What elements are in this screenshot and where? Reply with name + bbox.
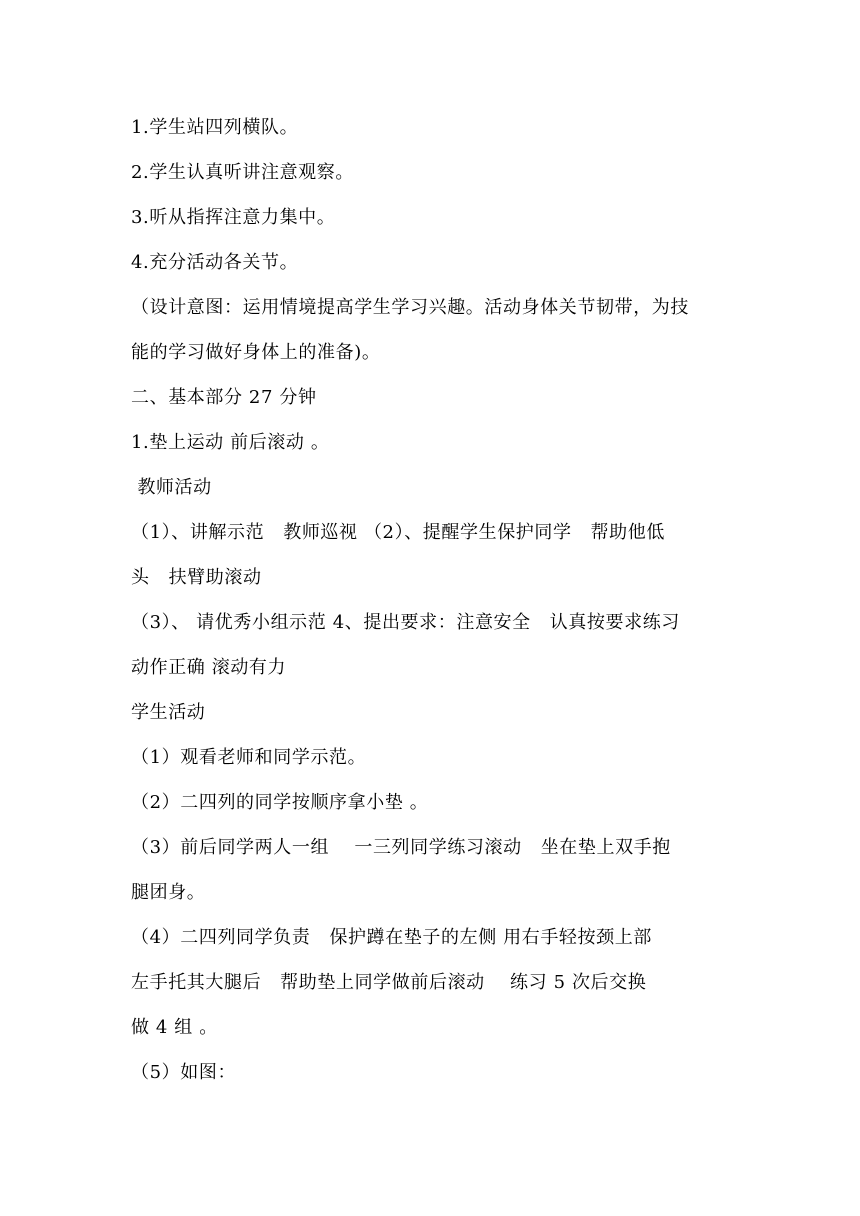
text-line: 3.听从指挥注意力集中。	[131, 207, 336, 228]
text-line: （3）前后同学两人一组 一三列同学练习滚动 坐在垫上双手抱	[131, 837, 671, 858]
text-line: （1）、讲解示范 教师巡视 （2）、提醒学生保护同学 帮助他低	[131, 522, 665, 543]
section-heading: 二、基本部分 27 分钟	[131, 387, 317, 408]
text-line: 1.学生站四列横队。	[131, 117, 299, 138]
text-line: 左手托其大腿后 帮助垫上同学做前后滚动 练习 5 次后交换	[131, 972, 647, 993]
text-line: （5）如图：	[131, 1062, 237, 1083]
text-line: （2）二四列的同学按顺序拿小垫 。	[131, 792, 429, 813]
text-line: （3）、 请优秀小组示范 4、提出要求：注意安全 认真按要求练习	[131, 612, 680, 633]
subheading: 学生活动	[131, 702, 206, 723]
text-line: 动作正确 滚动有力	[131, 657, 287, 678]
text-line: （1）观看老师和同学示范。	[131, 747, 367, 768]
subheading: 教师活动	[131, 477, 212, 498]
text-line: 能的学习做好身体上的准备)。	[131, 342, 381, 363]
text-line: 4.充分活动各关节。	[131, 252, 299, 273]
text-line: （4）二四列同学负责 保护蹲在垫子的左侧 用右手轻按颈上部	[131, 927, 652, 948]
text-line: 头 扶臂助滚动	[131, 567, 262, 588]
text-line: 2.学生认真听讲注意观察。	[131, 162, 354, 183]
text-line: （设计意图：运用情境提高学生学习兴趣。活动身体关节韧带，为技	[131, 297, 689, 318]
text-line: 1.垫上运动 前后滚动 。	[131, 432, 330, 453]
text-line: 做 4 组 。	[131, 1017, 218, 1038]
text-line: 腿团身。	[131, 882, 206, 903]
